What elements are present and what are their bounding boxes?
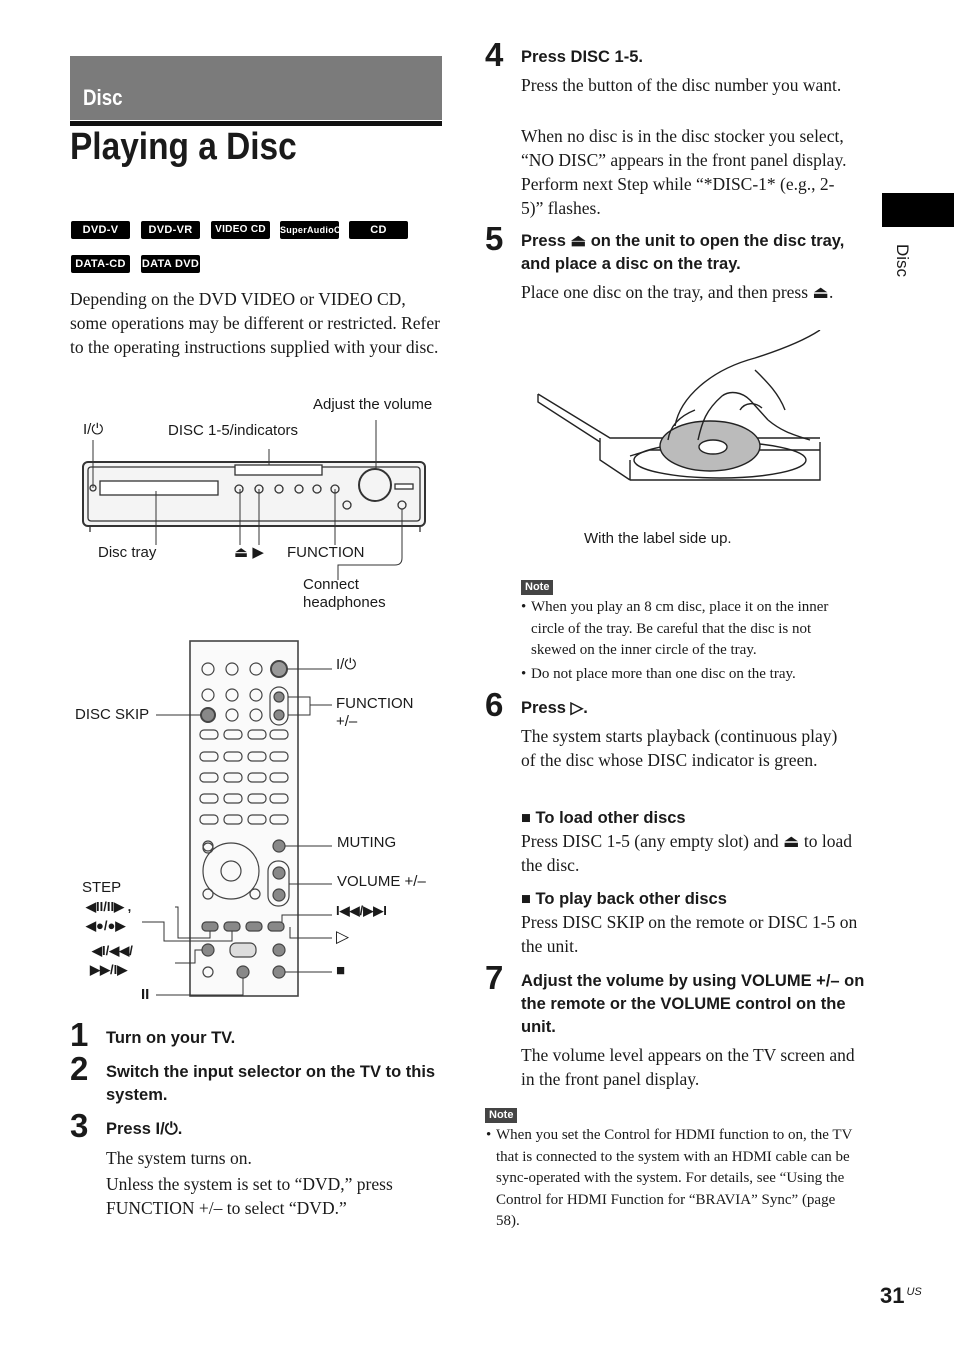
step-4-para-2: When no disc is in the disc stocker you select, “NO DISC” appears in the front panel display. Perform next Step while “*DISC-1* (e.g., 2-5)” flashes. [521, 126, 847, 218]
step-3-title: Press I/⏻. [106, 1120, 183, 1138]
badge-dvd-v: DVD-V [71, 221, 130, 239]
note-1-label: Note [521, 580, 553, 595]
step-4-para-1: Press the button of the disc number you want. [521, 75, 842, 95]
unit-disc-indicators-label: DISC 1-5/indicators [168, 422, 299, 439]
unit-power-label: I/⏻ [83, 421, 104, 438]
remote-step-label: STEP [82, 879, 122, 896]
step-2-number: 2 [70, 1050, 89, 1087]
badge-dvd-vr: DVD-VR [141, 221, 200, 239]
section-label: Disc [83, 85, 123, 110]
page-title: Playing a Disc [70, 126, 297, 168]
note-1-item-2-text: Do not place more than one disc on the tray. [531, 666, 796, 682]
section-header-bar [70, 56, 442, 120]
note-2-label: Note [485, 1108, 517, 1123]
intro-text: Depending on the DVD VIDEO or VIDEO CD, some operations may be different or restricted. Refer to the operating instructions supplied with your disc. [70, 289, 440, 357]
remote-play-label: ▷ [336, 927, 350, 946]
step-4-title: Press DISC 1-5. [521, 48, 643, 66]
step-6-sub-1-title: ■ To load other discs [521, 809, 686, 827]
step-3-para-1: The system turns on. [106, 1148, 252, 1168]
page-number-value: 31 [880, 1283, 905, 1308]
remote-stop-label: ■ [336, 962, 346, 979]
step-7-number: 7 [485, 959, 504, 996]
step-6-para-1: The system starts playback (continuous play) of the disc whose DISC indicator is green. [521, 726, 838, 770]
note-1-item-1-text: When you play an 8 cm disc, place it on the inner circle of the tray. Be careful that the disc is not skewed on the inner circle of the tray. [531, 599, 829, 658]
step-3-para-2: Unless the system is set to “DVD,” press FUNCTION +/– to select “DVD.” [106, 1174, 393, 1218]
step-6-sub-2-text: Press DISC SKIP on the remote or DISC 1-5 on the unit. [521, 912, 858, 956]
remote-search-keys-2: ▶▶/I▶ [90, 962, 128, 977]
step-6-title: Press ▷. [521, 699, 588, 717]
remote-pause-label: II [141, 986, 150, 1003]
step-4-number: 4 [485, 36, 504, 73]
step-2-title: Switch the input selector on the TV to this system. [106, 1063, 436, 1104]
step-6-sub-2-title: ■ To play back other discs [521, 890, 727, 908]
disc-tray-illustration [530, 330, 850, 500]
unit-disc-tray-label: Disc tray [98, 544, 157, 561]
badge-video-cd: VIDEO CD [211, 221, 270, 239]
unit-headphones-label-2: headphones [303, 594, 386, 611]
badge-cd: CD [349, 221, 408, 239]
remote-volume-label: VOLUME +/– [337, 873, 426, 890]
note-2-item-1-text: When you set the Control for HDMI function to on, the TV that is connected to the system with an HDMI cable can be sync-operated with the system. For details, see “Using the Control for HDMI Function for “BRAVIA” Sync” (page 58). [496, 1127, 853, 1229]
note-1-item-2: • Do not place more than one disc on the tray. [521, 664, 856, 686]
step-7-title: Adjust the volume by using VOLUME +/– on the remote or the VOLUME control on the unit. [521, 972, 865, 1036]
step-5-number: 5 [485, 220, 504, 257]
step-6-number: 6 [485, 686, 504, 723]
step-5-title: Press ⏏ on the unit to open the disc tray, and place a disc on the tray. [521, 232, 845, 273]
note-1-item-1: • When you play an 8 cm disc, place it on the inner circle of the tray. Be careful that the disc is not skewed on the inner circle of the tray. [521, 597, 856, 662]
side-tab-label: Disc [893, 244, 912, 278]
remote-step-keys-1: ◀II/II▶ , [86, 899, 132, 914]
remote-disc-skip-label: DISC SKIP [75, 706, 150, 723]
badge-data-cd: DATA-CD [71, 255, 130, 273]
step-5-para-1: Place one disc on the tray, and then press ⏏. [521, 282, 834, 302]
step-1-number: 1 [70, 1016, 89, 1053]
unit-headphones-label-1: Connect [303, 576, 359, 593]
page-number-suffix: US [906, 1286, 922, 1298]
tray-caption: With the label side up. [584, 530, 732, 547]
badge-super-audio-cd: SuperAudioCD [280, 221, 339, 239]
step-1-title: Turn on your TV. [106, 1029, 236, 1047]
remote-function-label-1: FUNCTION [336, 695, 414, 712]
remote-step-keys-2: ◀●/●▶ [86, 918, 126, 933]
remote-search-keys-1: ◀I/◀◀/ [92, 943, 133, 958]
unit-function-label: FUNCTION [287, 544, 365, 561]
remote-function-label-2: +/– [336, 713, 358, 730]
step-3-number: 3 [70, 1107, 89, 1144]
remote-muting-label: MUTING [337, 834, 397, 851]
remote-prev-next-label: I◀◀/▶▶I [336, 903, 387, 918]
note-2-item-1: • When you set the Control for HDMI function to on, the TV that is connected to the system with an HDMI cable can be sync-operated with the system. For details, see “Using the Control for HDMI Function for “BRAVIA” Sync” (page 58). [486, 1125, 856, 1233]
unit-volume-label: Adjust the volume [313, 396, 433, 413]
side-tab-marker [882, 193, 954, 227]
page-number [880, 1283, 922, 1309]
remote-power-label: I/⏻ [336, 656, 357, 673]
step-6-sub-1-text: Press DISC 1-5 (any empty slot) and ⏏ to load the disc. [521, 831, 853, 875]
unit-eject-play-label: ⏏ ▶ [234, 544, 264, 561]
badge-data-dvd: DATA DVD [141, 255, 200, 273]
step-7-para-1: The volume level appears on the TV screen and in the front panel display. [521, 1045, 855, 1089]
